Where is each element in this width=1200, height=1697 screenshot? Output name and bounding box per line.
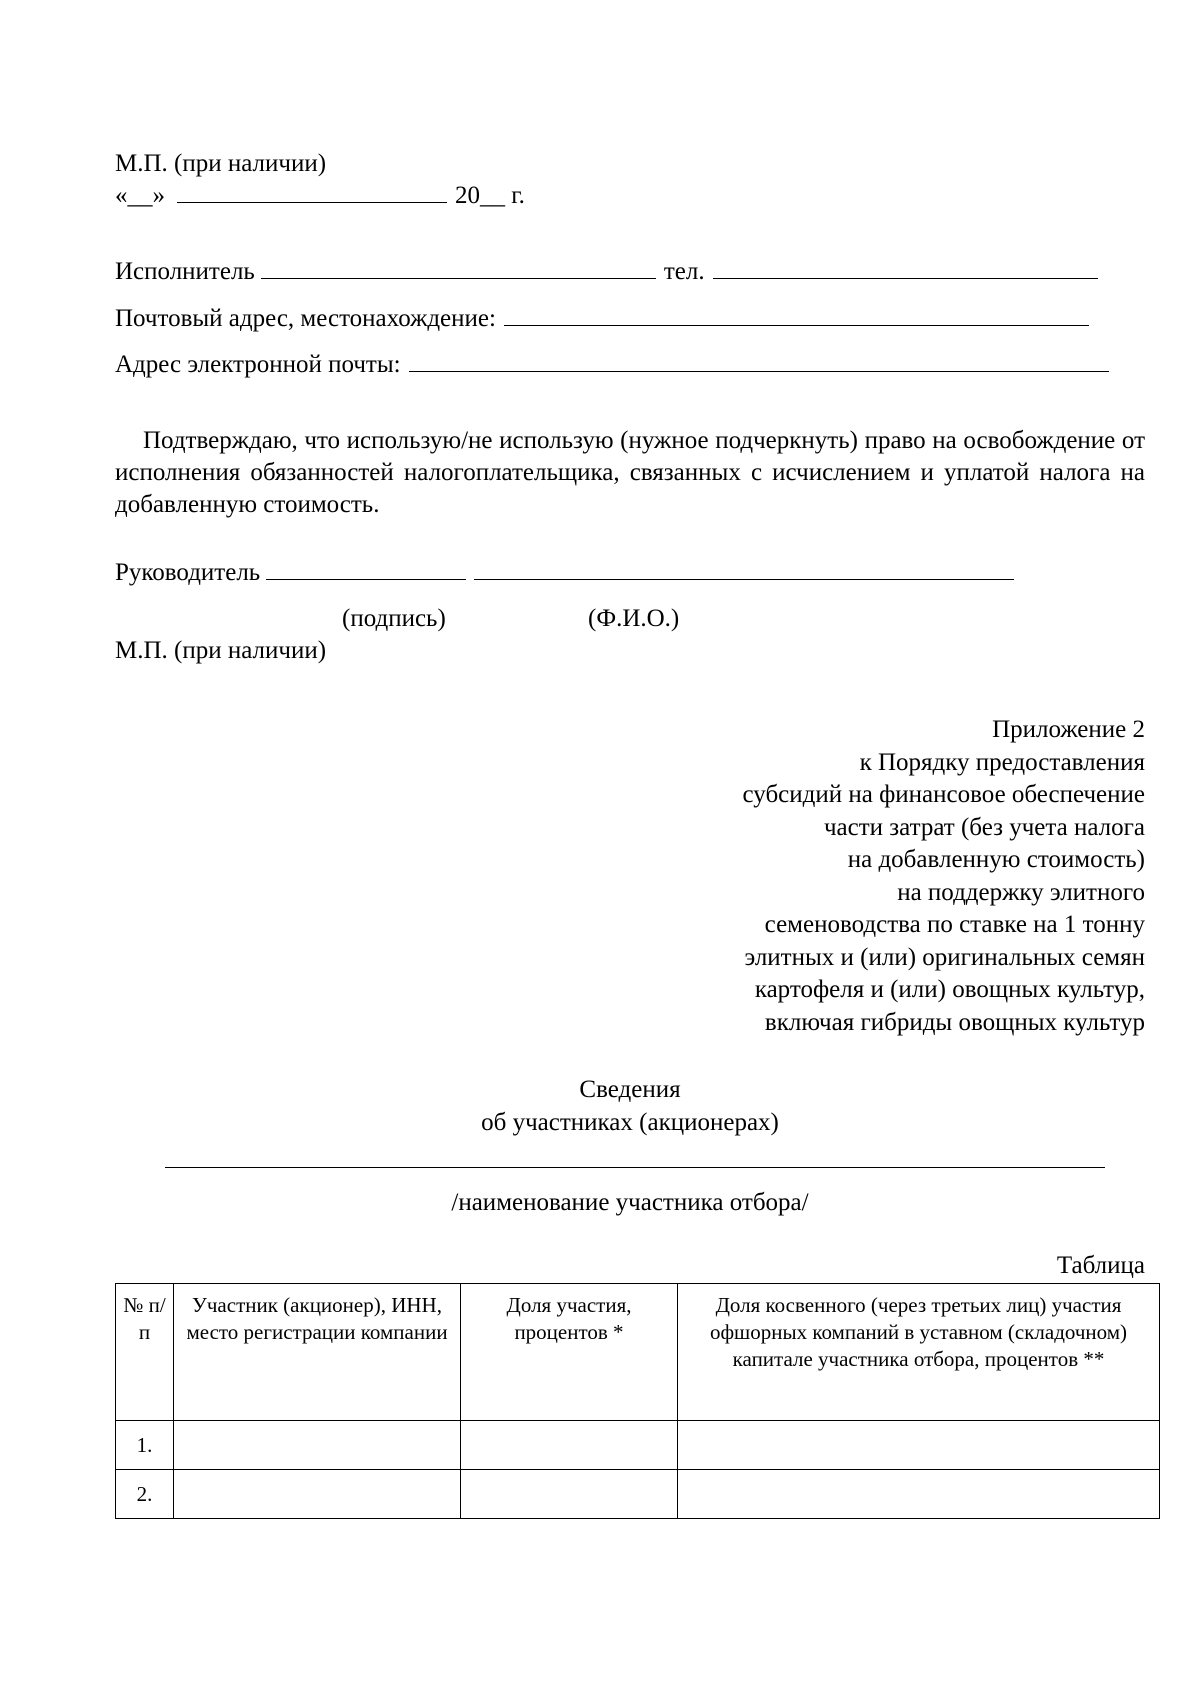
table-row: [116, 1470, 1160, 1519]
offshore-cell[interactable]: [678, 1421, 1160, 1470]
email-line: [115, 349, 1109, 381]
header-participant: Участник (акционер), ИНН, место регистрации компании: [174, 1284, 461, 1421]
participant-cell[interactable]: [174, 1421, 461, 1470]
date-month-blank[interactable]: [177, 180, 447, 203]
executor-line: [115, 256, 1098, 288]
table-label: Таблица: [1056, 1252, 1145, 1279]
postal-label: Почтовый адрес, местонахождение:: [115, 305, 496, 332]
signature-caption: (подпись): [342, 605, 446, 632]
heading-title: Сведения: [579, 1076, 681, 1103]
appendix-line: субсидий на финансовое обеспечение: [742, 781, 1145, 808]
seal-bottom-label: М.П. (при наличии): [115, 637, 327, 664]
postal-blank[interactable]: [504, 303, 1089, 326]
offshore-cell[interactable]: [678, 1470, 1160, 1519]
date-line: [115, 180, 525, 212]
appendix-line: на поддержку элитного: [897, 878, 1145, 906]
header-number: № п/п: [116, 1284, 174, 1421]
share-cell[interactable]: [461, 1421, 678, 1470]
signature-label: Руководитель: [115, 559, 261, 586]
fio-caption: (Ф.И.О.): [588, 605, 680, 632]
appendix-line: к Порядку предоставления: [859, 748, 1145, 776]
signature-line: [115, 557, 1014, 589]
executor-label: Исполнитель: [115, 258, 255, 285]
fio-blank[interactable]: [474, 557, 1014, 580]
date-day-field: «__»: [115, 182, 165, 209]
appendix-line: на добавленную стоимость): [847, 846, 1145, 873]
appendix-line: части затрат (без учета налога: [823, 813, 1145, 841]
date-year-label: 20__ г.: [455, 182, 525, 209]
heading-subtitle: об участниках (акционерах): [481, 1109, 779, 1136]
participant-name-blank[interactable]: [165, 1167, 1105, 1168]
header-offshore-share: Доля косвенного (через третьих лиц) участия офшорных компаний в уставном (складочном) капитале участника отбора, процентов **: [678, 1284, 1160, 1421]
email-label: Адрес электронной почты:: [115, 351, 401, 378]
seal-top-label: М.П. (при наличии): [115, 150, 327, 177]
row-number: 2.: [116, 1470, 174, 1519]
row-number: 1.: [116, 1421, 174, 1470]
share-cell[interactable]: [461, 1470, 678, 1519]
postal-line: [115, 303, 1089, 335]
table-row: [116, 1421, 1160, 1470]
participant-cell[interactable]: [174, 1470, 461, 1519]
executor-blank[interactable]: [261, 256, 656, 279]
confirmation-paragraph: Подтверждаю, что использую/не использую (нужное подчеркнуть) право на освобождение от исполнения обязанностей налогоплательщика, связанных с исчислением и уплатой налога на добавленную стоимость.: [115, 427, 1145, 518]
appendix-line: Приложение 2: [992, 716, 1145, 743]
header-share: Доля участия, процентов *: [461, 1284, 678, 1421]
participant-name-caption: /наименование участника отбора/: [451, 1189, 809, 1216]
tel-label: тел.: [663, 258, 705, 285]
email-blank[interactable]: [409, 349, 1109, 372]
appendix-line: включая гибриды овощных культур: [764, 1008, 1145, 1036]
appendix-line: картофеля и (или) овощных культур,: [754, 976, 1145, 1003]
appendix-line: семеноводства по ставке на 1 тонну: [764, 911, 1145, 938]
signature-blank[interactable]: [266, 557, 466, 580]
appendix-line: элитных и (или) оригинальных семян: [744, 943, 1145, 971]
table-header-row: [116, 1284, 1160, 1421]
participants-table: [115, 1283, 1160, 1519]
tel-blank[interactable]: [713, 256, 1098, 279]
appendix-block: [545, 714, 1145, 1039]
